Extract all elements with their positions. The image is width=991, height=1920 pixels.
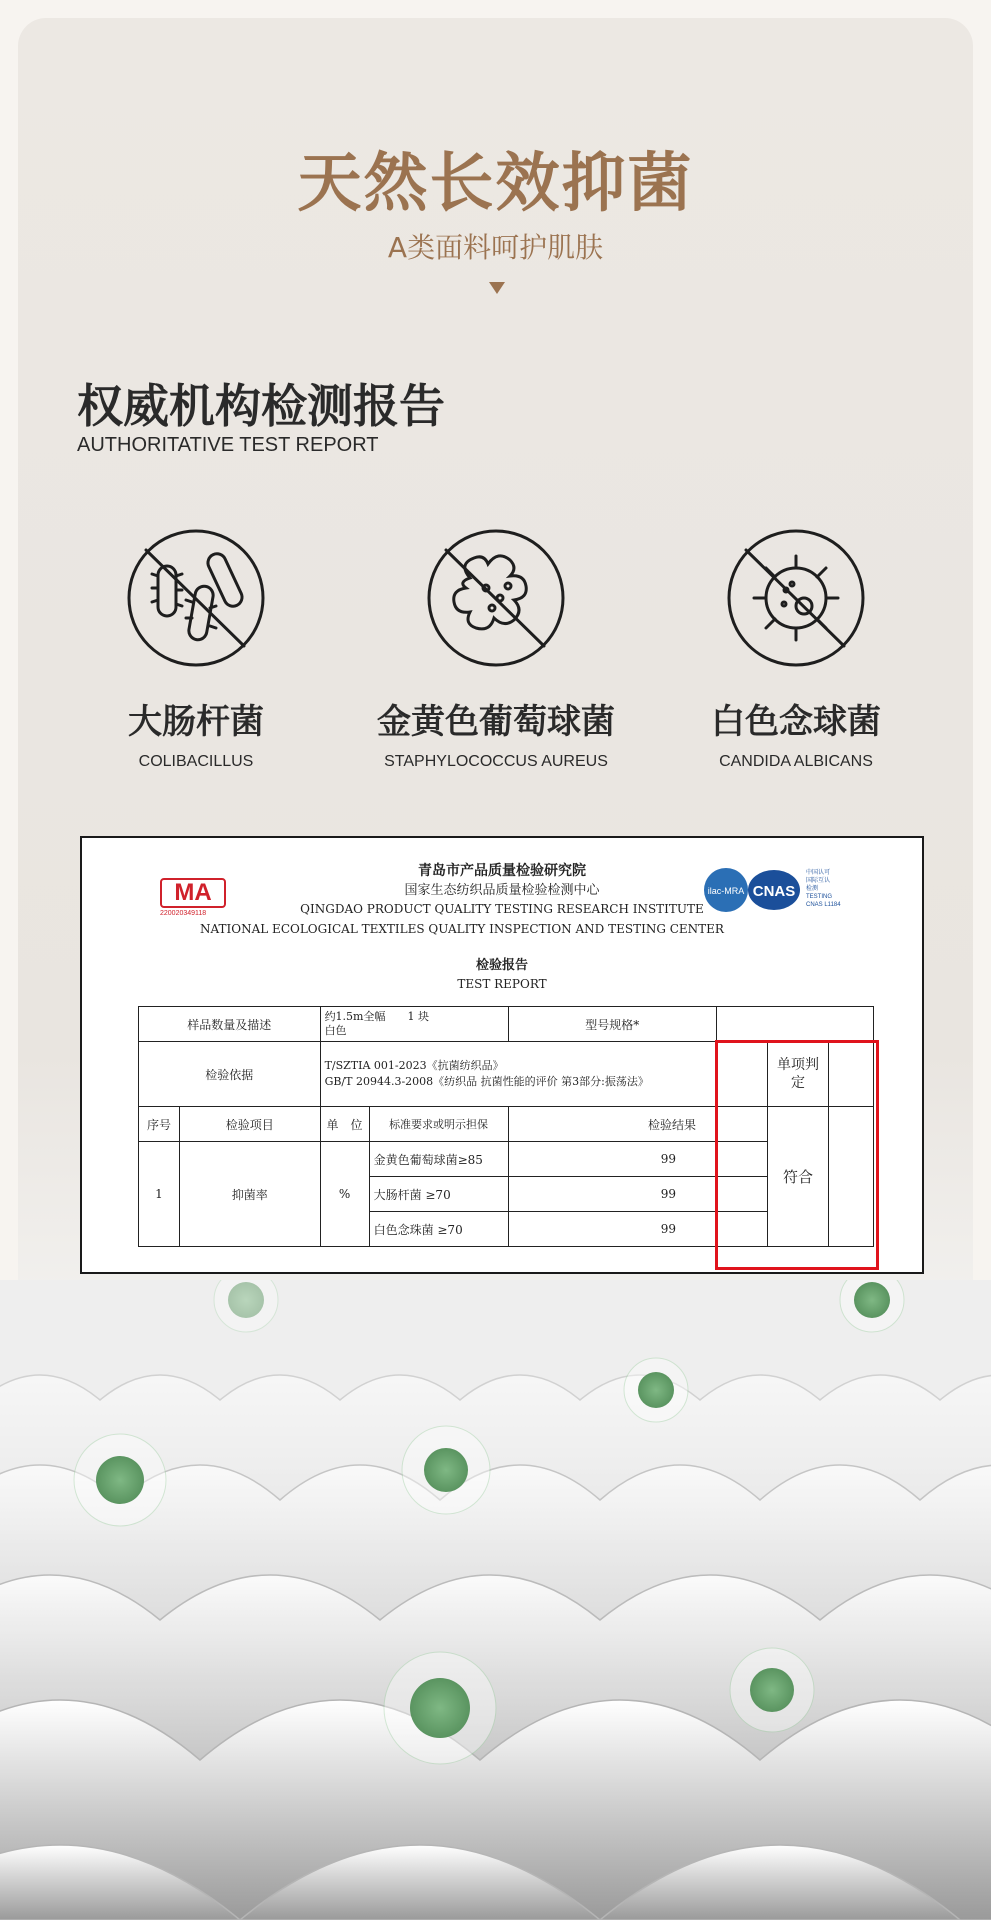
page-subtitle: A类面料呵护肌肤 [387, 231, 604, 264]
result-cell: 99 [508, 1142, 716, 1177]
center-name-en: NATIONAL ECOLOGICAL TEXTILES QUALITY INSPECTION AND TESTING CENTER [200, 922, 724, 936]
col-standard: 标准要求或明示担保 [369, 1107, 508, 1142]
rod-bacteria-icon [126, 528, 266, 668]
round-bacteria-icon [726, 528, 866, 668]
standard-cell: 金黄色葡萄球菌≥85 [369, 1142, 508, 1177]
verdict: 符合 [768, 1107, 829, 1247]
report-title-en: TEST REPORT [457, 977, 547, 991]
col-item: 检验项目 [180, 1107, 321, 1142]
report-title-cn: 检验报告 [475, 958, 528, 973]
sample-label: 样品数量及描述 [139, 1007, 321, 1042]
sample-value: 约1.5m全幅 1 块 白色 [320, 1007, 508, 1042]
fabric-background [0, 1280, 991, 1920]
col-no: 序号 [139, 1107, 180, 1142]
down-triangle-icon [489, 282, 505, 294]
ma-logo: MA 220020349118 [160, 878, 230, 917]
row-item: 抑菌率 [180, 1142, 321, 1247]
col-unit: 单 位 [320, 1107, 369, 1142]
bacteria-name-en: CANDIDA ALBICANS [719, 753, 873, 770]
model-label: 型号规格* [508, 1007, 716, 1042]
bacteria-name-cn: 金黄色葡萄球菌 [377, 702, 615, 742]
institute-name-cn: 青岛市产品质量检验研究院 [418, 863, 586, 879]
row-unit: % [320, 1142, 369, 1247]
bacteria-item-candida [646, 528, 946, 771]
basis-value: T/SZTIA 001-2023《抗菌纺织品》 GB/T 20944.3-2008《纺织品 抗菌性能的评价 第3部分:振荡法》 [320, 1042, 716, 1107]
bacteria-name-en: STAPHYLOCOCCUS AUREUS [384, 753, 608, 770]
bacteria-item-staphylococcus [346, 528, 646, 771]
bacteria-name-cn: 白色念球菌 [711, 702, 881, 742]
section-subtitle: AUTHORITATIVE TEST REPORT [77, 434, 379, 456]
svg-text:CNAS: CNAS [752, 883, 796, 900]
center-name-cn: 国家生态纺织品质量检验检测中心 [404, 883, 600, 898]
test-report [80, 836, 924, 1274]
svg-text:TESTING: TESTING [806, 894, 833, 900]
result-cell: 99 [508, 1212, 716, 1247]
model-value [717, 1007, 874, 1042]
bacteria-name-cn: 大肠杆菌 [128, 702, 264, 742]
svg-text:检测: 检测 [806, 886, 819, 892]
row-no: 1 [139, 1142, 180, 1247]
standard-cell: 白色念珠菌 ≥70 [369, 1212, 508, 1247]
standard-cell: 大肠杆菌 ≥70 [369, 1177, 508, 1212]
page-title: 天然长效抑菌 [297, 147, 694, 221]
single-judgement-label: 单项判定 [768, 1042, 829, 1107]
section-title: 权威机构检测报告 [77, 379, 445, 433]
result-cell: 99 [508, 1177, 716, 1212]
bacteria-item-colibacillus [46, 528, 346, 771]
col-result: 检验结果 [508, 1107, 716, 1142]
svg-text:中国认可: 中国认可 [806, 870, 831, 876]
svg-text:国际互认: 国际互认 [806, 878, 831, 884]
basis-label: 检验依据 [139, 1042, 321, 1107]
highlight-box [715, 1040, 879, 1270]
cluster-bacteria-icon [426, 528, 566, 668]
bacteria-name-en: COLIBACILLUS [138, 753, 254, 770]
svg-text:CNAS L1184: CNAS L1184 [806, 902, 841, 908]
institute-name-en: QINGDAO PRODUCT QUALITY TESTING RESEARCH INSTITUTE [300, 902, 704, 916]
svg-text:ilac-MRA: ilac-MRA [707, 886, 745, 896]
